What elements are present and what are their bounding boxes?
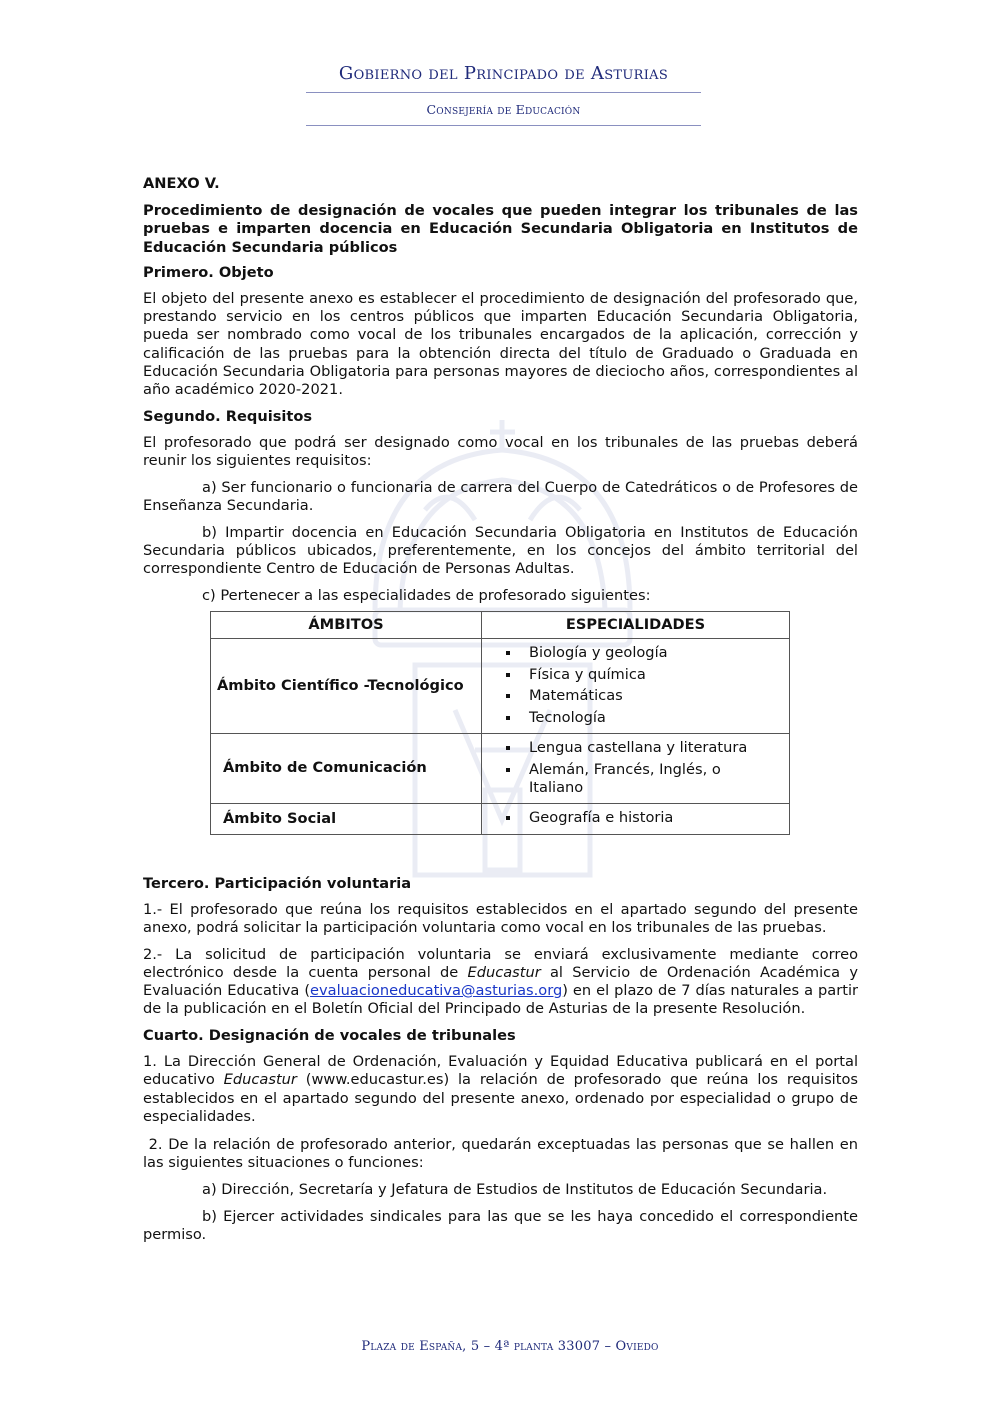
- section-heading-tercero: Tercero. Participación voluntaria: [143, 874, 412, 892]
- educastur-term: Educastur: [467, 963, 541, 981]
- text-fragment: ) en el plazo de 7 días naturales a partir de la publicación en el Boletín Oficial del Principado de Asturias de la presente Resolución.: [143, 982, 858, 1018]
- header-divider: [306, 92, 701, 93]
- table-header-row: [211, 612, 790, 639]
- educastur-term: Educastur: [223, 1071, 297, 1089]
- email-link[interactable]: evaluacioneducativa@asturias.org: [310, 982, 563, 1000]
- document-title: Procedimiento de designación de vocales que pueden integrar los tribunales de las pruebas e imparten docencia en Educación Secundaria Obligatoria en Institutos de Educación Secundaria públicos: [143, 202, 858, 256]
- text-fragment: al Servicio de Ordenación Académica y Evaluación Educativa (: [143, 963, 858, 1000]
- text-fragment: 2.- La solicitud de participación voluntaria se enviará exclusivamente mediante correo electrónico desde la cuenta personal de: [143, 945, 858, 981]
- list-item: Alemán, Francés, Inglés, o Italiano: [506, 761, 785, 797]
- list-item: Física y química: [506, 666, 785, 684]
- list-item: Tecnología: [506, 709, 785, 727]
- especialidades-cell: [482, 639, 790, 734]
- column-header-ambitos: ÁMBITOS: [211, 612, 482, 639]
- specialty-list: [506, 809, 785, 827]
- paragraph-requisitos-intro: El profesorado que podrá ser designado como vocal en los tribunales de las pruebas deberá reunir los siguientes requisitos:: [143, 433, 858, 470]
- list-item: Geografía e historia: [506, 809, 785, 827]
- letterhead: [306, 60, 701, 126]
- header-divider-bottom: [306, 125, 701, 126]
- exception-a: a) Dirección, Secretaría y Jefatura de Estudios de Institutos de Educación Secundaria.: [202, 1180, 828, 1198]
- text-fragment: (www.educastur.es) la relación de profesorado que reúna los requisitos establecidos en el apartado segundo del presente anexo, ordenado por especialidad o grupo de especialidades.: [143, 1071, 858, 1125]
- ambito-cell: Ámbito Científico -Tecnológico: [211, 639, 482, 734]
- section-heading-segundo: Segundo. Requisitos: [143, 407, 313, 425]
- paragraph-tercero-1: 1.- El profesorado que reúna los requisitos establecidos en el apartado segundo del presente anexo, podrá solicitar la participación voluntaria como vocal en los tribunales de las pruebas.: [143, 900, 858, 936]
- list-item: Biología y geología: [506, 644, 785, 662]
- text-fragment: 1. La Dirección General de Ordenación, Evaluación y Equidad Educativa publicará en el portal educativo: [143, 1053, 858, 1089]
- government-name: Gobierno del Principado de Asturias: [338, 63, 669, 84]
- section-heading-cuarto: Cuarto. Designación de vocales de tribunales: [143, 1026, 516, 1044]
- paragraph-cuarto-2: 2. De la relación de profesorado anterior, quedarán exceptuadas las personas que se hallen en las siguientes situaciones o funciones:: [143, 1136, 863, 1172]
- specialties-table: [210, 611, 790, 835]
- department-name: Consejería de Educación: [426, 102, 581, 117]
- list-item: Lengua castellana y literatura: [506, 739, 785, 757]
- annex-label: ANEXO V.: [143, 175, 220, 192]
- column-header-especialidades: ESPECIALIDADES: [482, 612, 790, 639]
- requirement-c: c) Pertenecer a las especialidades de profesorado siguientes:: [202, 586, 651, 604]
- table-row: [211, 734, 790, 804]
- table-row: [211, 804, 790, 835]
- table-row: [211, 639, 790, 734]
- requirement-b: b) Impartir docencia en Educación Secundaria Obligatoria en Institutos de Educación Secundaria públicos ubicados, preferentemente, en los concejos del ámbito territorial del correspondiente Centro de Educación de Personas Adultas.: [143, 523, 858, 578]
- especialidades-cell: [482, 804, 790, 835]
- paragraph-cuarto-1: [143, 1053, 858, 1126]
- specialty-list: [506, 739, 785, 797]
- paragraph-objeto: El objeto del presente anexo es establecer el procedimiento de designación del profesorado que, prestando servicio en los centros públicos que imparten Educación Secundaria Obligatoria, pueda ser nombrado como vocal de los tribunales encargados de la aplicación, corrección y calificación de las pruebas para la obtención directa del título de Graduado o Graduada en Educación Secundaria Obligatoria para personas mayores de dieciocho años, correspondientes al año académico 2020-2021.: [143, 290, 858, 399]
- especialidades-cell: [482, 734, 790, 804]
- ambito-cell: Ámbito de Comunicación: [211, 734, 482, 804]
- paragraph-tercero-2: [143, 946, 858, 1019]
- list-item: Matemáticas: [506, 687, 785, 705]
- footer-address: Plaza de España, 5 – 4ª planta 33007 – Oviedo: [361, 1339, 659, 1354]
- section-heading-primero: Primero. Objeto: [143, 263, 274, 281]
- requirement-a: a) Ser funcionario o funcionaria de carrera del Cuerpo de Catedráticos o de Profesores de Enseñanza Secundaria.: [143, 478, 858, 515]
- exception-b: b) Ejercer actividades sindicales para las que se les haya concedido el correspondiente permiso.: [143, 1207, 858, 1243]
- specialty-list: [506, 644, 785, 727]
- document-body: [143, 175, 863, 1253]
- ambito-cell: Ámbito Social: [211, 804, 482, 835]
